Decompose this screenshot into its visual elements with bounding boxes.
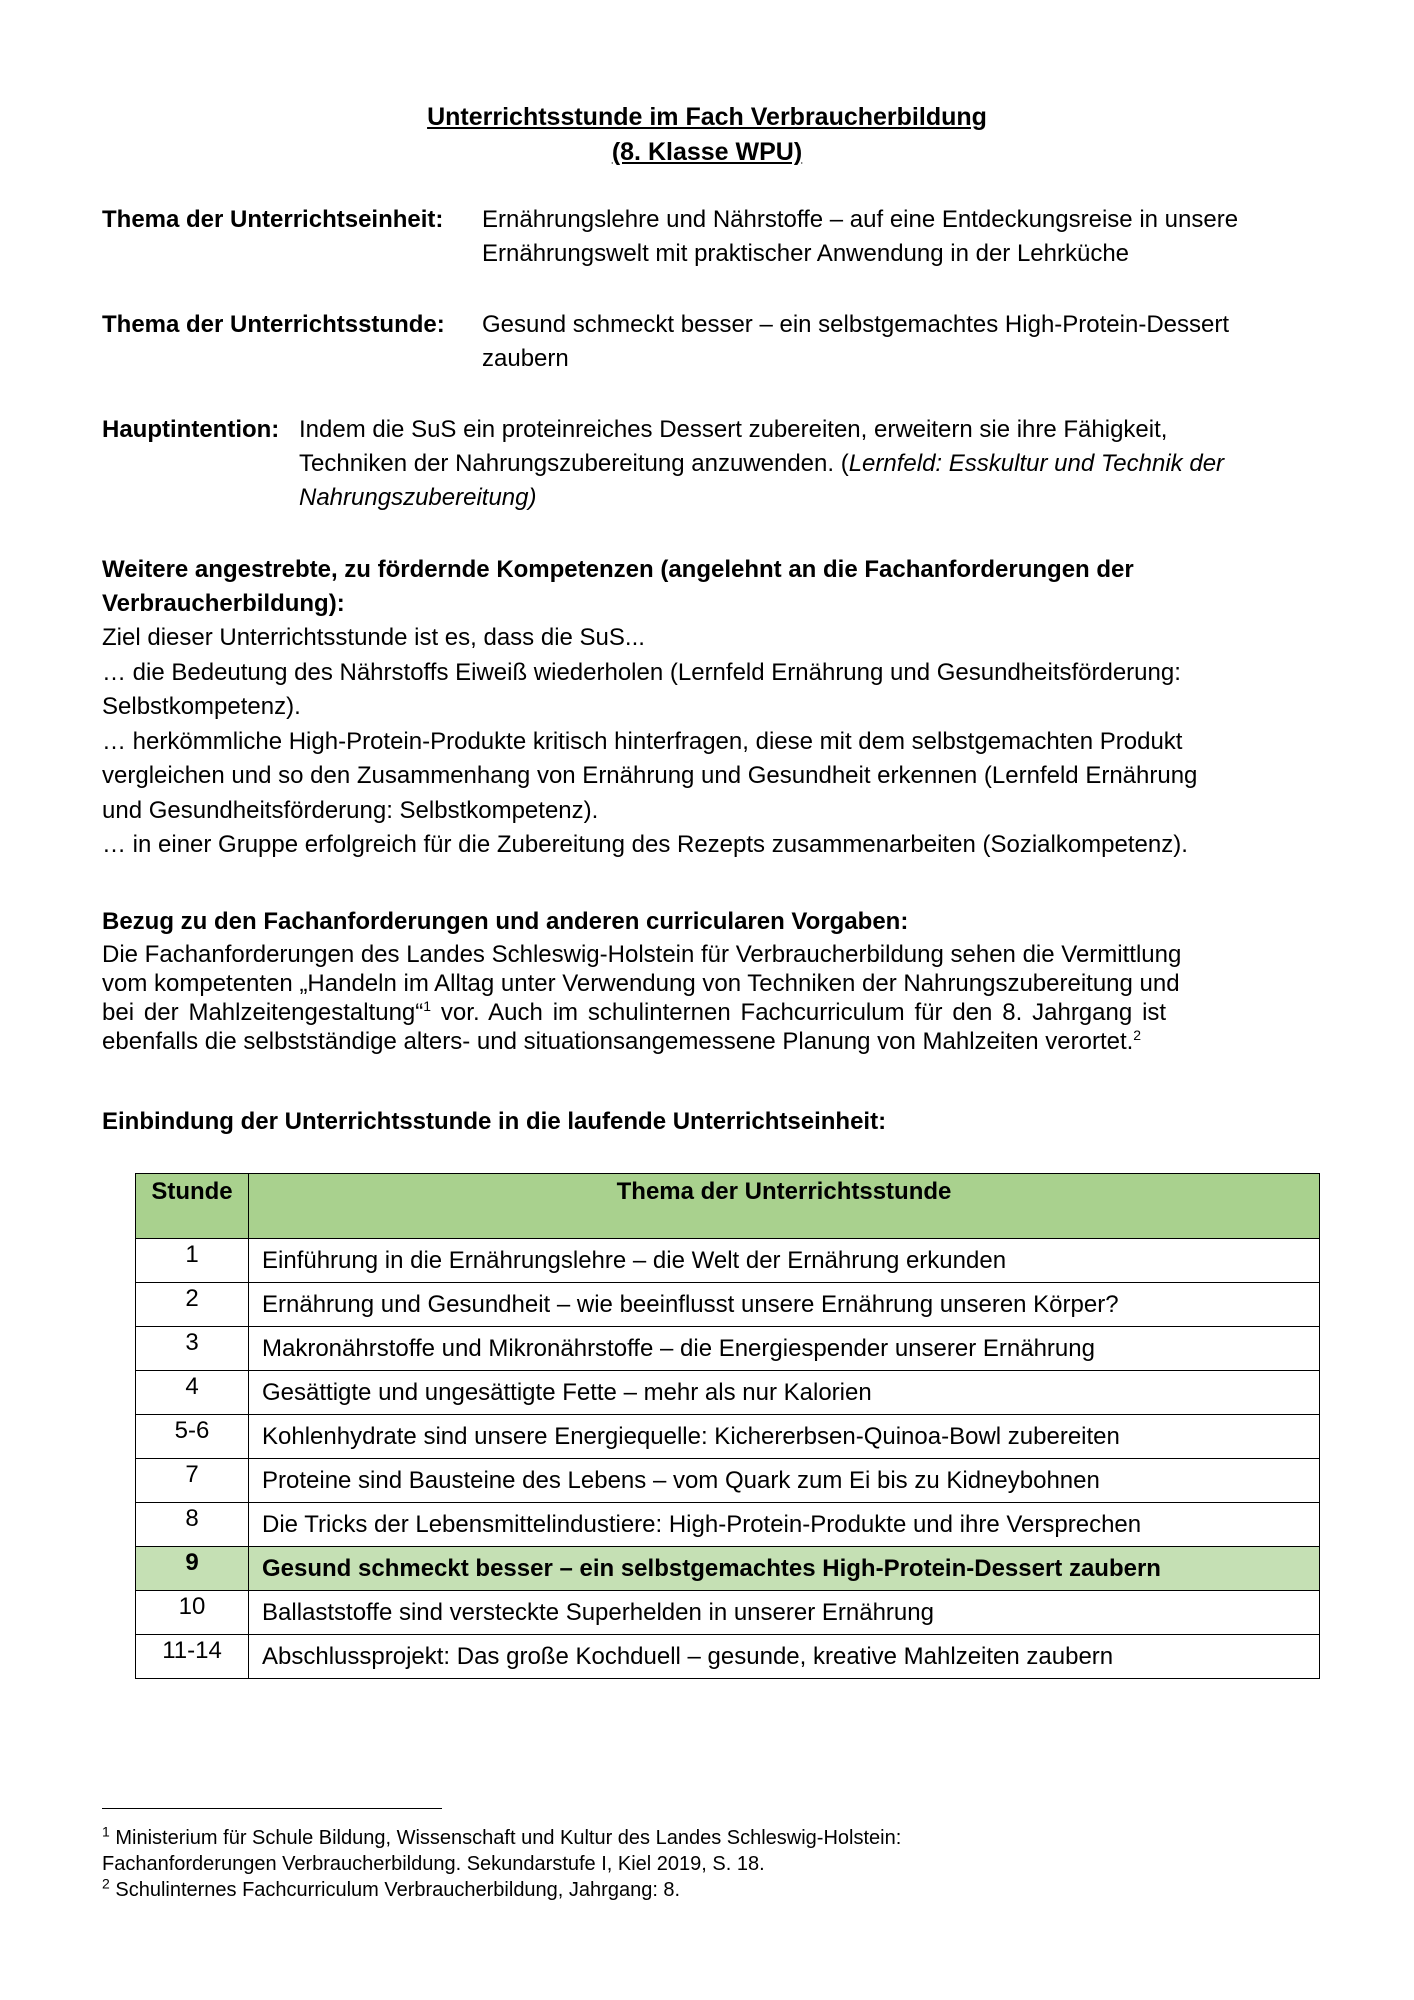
competence-line: … in einer Gruppe erfolgreich für die Zubereitung des Rezepts zusammenarbeiten (Sozialkompetenz). <box>102 831 1188 858</box>
table-row <box>136 1327 1320 1371</box>
curriculum-line3-end: vor. Auch im schulinternen Fachcurriculum für den 8. Jahrgang ist <box>431 999 1167 1026</box>
table-header-row <box>136 1174 1320 1239</box>
competence-line: Ziel dieser Unterrichtsstunde ist es, dass die SuS... <box>102 624 645 651</box>
table-row <box>136 1283 1320 1327</box>
competence-line: vergleichen und so den Zusammenhang von Ernährung und Gesundheit erkennen (Lernfeld Ernährung <box>102 762 1198 789</box>
lesson-number: 2 <box>136 1283 249 1327</box>
footnote-ref-1[interactable]: 1 <box>423 998 432 1014</box>
table-row <box>136 1635 1320 1679</box>
competences-heading-line2: Verbraucherbildung): <box>102 590 345 617</box>
lesson-number: 1 <box>136 1239 249 1283</box>
lesson-topic: Gesund schmeckt besser – ein selbstgemachtes High-Protein-Dessert zaubern <box>249 1547 1320 1591</box>
main-intention-line1: Indem die SuS ein proteinreiches Dessert zubereiten, erweitern sie ihre Fähigkeit, <box>299 416 1168 443</box>
lesson-topic: Proteine sind Bausteine des Lebens – vom Quark zum Ei bis zu Kidneybohnen <box>249 1459 1320 1503</box>
lesson-plan-table <box>135 1173 1320 1679</box>
lesson-topic: Die Tricks der Lebensmittelindustiere: High-Protein-Produkte und ihre Versprechen <box>249 1503 1320 1547</box>
footnote-1 <box>102 1825 901 1877</box>
footnote-2-marker: 2 <box>102 1875 110 1892</box>
table-row <box>136 1591 1320 1635</box>
competence-line: … herkömmliche High-Protein-Produkte kritisch hinterfragen, diese mit dem selbstgemachten Produkt <box>102 727 1183 755</box>
competence-line: Selbstkompetenz). <box>102 693 301 720</box>
competence-line: … die Bedeutung des Nährstoffs Eiweiß wiederholen (Lernfeld Ernährung und Gesundheitsförderung: <box>102 658 1181 686</box>
lesson-number: 8 <box>136 1503 249 1547</box>
table-row <box>136 1371 1320 1415</box>
lesson-topic: Abschlussprojekt: Das große Kochduell – gesunde, kreative Mahlzeiten zaubern <box>249 1635 1320 1679</box>
lesson-topic-line1: Gesund schmeckt besser – ein selbstgemachtes High-Protein-Dessert <box>482 311 1229 338</box>
lesson-number: 11-14 <box>136 1635 249 1679</box>
lesson-number: 5-6 <box>136 1415 249 1459</box>
table-row <box>136 1239 1320 1283</box>
main-intention-learning-field: Lernfeld: Esskultur und Technik der <box>848 450 1225 477</box>
lesson-number: 9 <box>136 1547 249 1591</box>
competence-line: und Gesundheitsförderung: Selbstkompetenz). <box>102 796 599 824</box>
curriculum-text <box>102 940 1287 1056</box>
footnote-2-line1: Schulinternes Fachcurriculum Verbraucherbildung, Jahrgang: 8. <box>109 1879 681 1901</box>
footnote-separator <box>102 1808 442 1809</box>
lesson-topic: Gesättigte und ungesättigte Fette – mehr als nur Kalorien <box>249 1371 1320 1415</box>
footnote-2 <box>102 1877 680 1903</box>
column-header-stunde: Stunde <box>136 1174 249 1239</box>
lesson-topic-label: Thema der Unterrichtsstunde: <box>102 311 445 338</box>
lesson-topic: Einführung in die Ernährungslehre – die Welt der Ernährung erkunden <box>249 1239 1320 1283</box>
document-title: Unterrichtsstunde im Fach Verbraucherbildung <box>427 103 987 131</box>
footnote-ref-2[interactable]: 2 <box>1133 1027 1142 1043</box>
table-row-current-lesson <box>136 1547 1320 1591</box>
lesson-number: 10 <box>136 1591 249 1635</box>
lesson-topic: Ballaststoffe sind versteckte Superhelden in unserer Ernährung <box>249 1591 1320 1635</box>
unit-topic-line1: Ernährungslehre und Nährstoffe – auf eine Entdeckungsreise in unsere <box>482 206 1239 233</box>
lesson-number: 4 <box>136 1371 249 1415</box>
lesson-number: 7 <box>136 1459 249 1503</box>
table-row <box>136 1415 1320 1459</box>
curriculum-line <box>102 998 1287 1027</box>
competences-list <box>102 621 1287 863</box>
lesson-number: 3 <box>136 1327 249 1371</box>
main-intention-line2-text: Techniken der Nahrungszubereitung anzuwenden. ( <box>299 450 849 477</box>
curriculum-line4-text: ebenfalls die selbstständige alters- und situationsangemessene Planung von Mahlzeiten verortet. <box>102 1028 1134 1055</box>
column-header-thema: Thema der Unterrichtsstunde <box>249 1174 1320 1239</box>
main-intention-line3: Nahrungszubereitung) <box>299 484 537 511</box>
lesson-topic-line2: zaubern <box>482 345 569 372</box>
document-subtitle: (8. Klasse WPU) <box>611 138 803 166</box>
main-intention-label: Hauptintention: <box>102 416 280 443</box>
unit-topic-line2: Ernährungswelt mit praktischer Anwendung in der Lehrküche <box>482 240 1130 267</box>
lesson-topic: Makronährstoffe und Mikronährstoffe – die Energiespender unserer Ernährung <box>249 1327 1320 1371</box>
integration-heading: Einbindung der Unterrichtsstunde in die laufende Unterrichtseinheit: <box>102 1108 887 1135</box>
lesson-topic: Ernährung und Gesundheit – wie beeinflusst unsere Ernährung unseren Körper? <box>249 1283 1320 1327</box>
table-row <box>136 1503 1320 1547</box>
competences-heading-line1: Weitere angestrebte, zu fördernde Kompetenzen (angelehnt an die Fachanforderungen der <box>102 556 1134 583</box>
lesson-topic: Kohlenhydrate sind unsere Energiequelle: Kichererbsen-Quinoa-Bowl zubereiten <box>249 1415 1320 1459</box>
footnote-1-line2: Fachanforderungen Verbraucherbildung. Sekundarstufe I, Kiel 2019, S. 18. <box>102 1853 765 1875</box>
curriculum-line: Die Fachanforderungen des Landes Schleswig-Holstein für Verbraucherbildung sehen die Vermittlung <box>102 941 1182 968</box>
unit-topic-label: Thema der Unterrichtseinheit: <box>102 206 444 233</box>
table-row <box>136 1459 1320 1503</box>
curriculum-heading: Bezug zu den Fachanforderungen und anderen curricularen Vorgaben: <box>102 908 909 935</box>
curriculum-line3-start: bei der Mahlzeitengestaltung“ <box>102 999 424 1026</box>
curriculum-line <box>102 1027 1287 1056</box>
footnote-1-marker: 1 <box>102 1823 110 1840</box>
curriculum-line: vom kompetenten „Handeln im Alltag unter Verwendung von Techniken der Nahrungszubereitung und <box>102 970 1180 997</box>
main-intention-line2 <box>299 447 1224 481</box>
footnote-1-line1: Ministerium für Schule Bildung, Wissenschaft und Kultur des Landes Schleswig-Holstein: <box>109 1827 902 1849</box>
